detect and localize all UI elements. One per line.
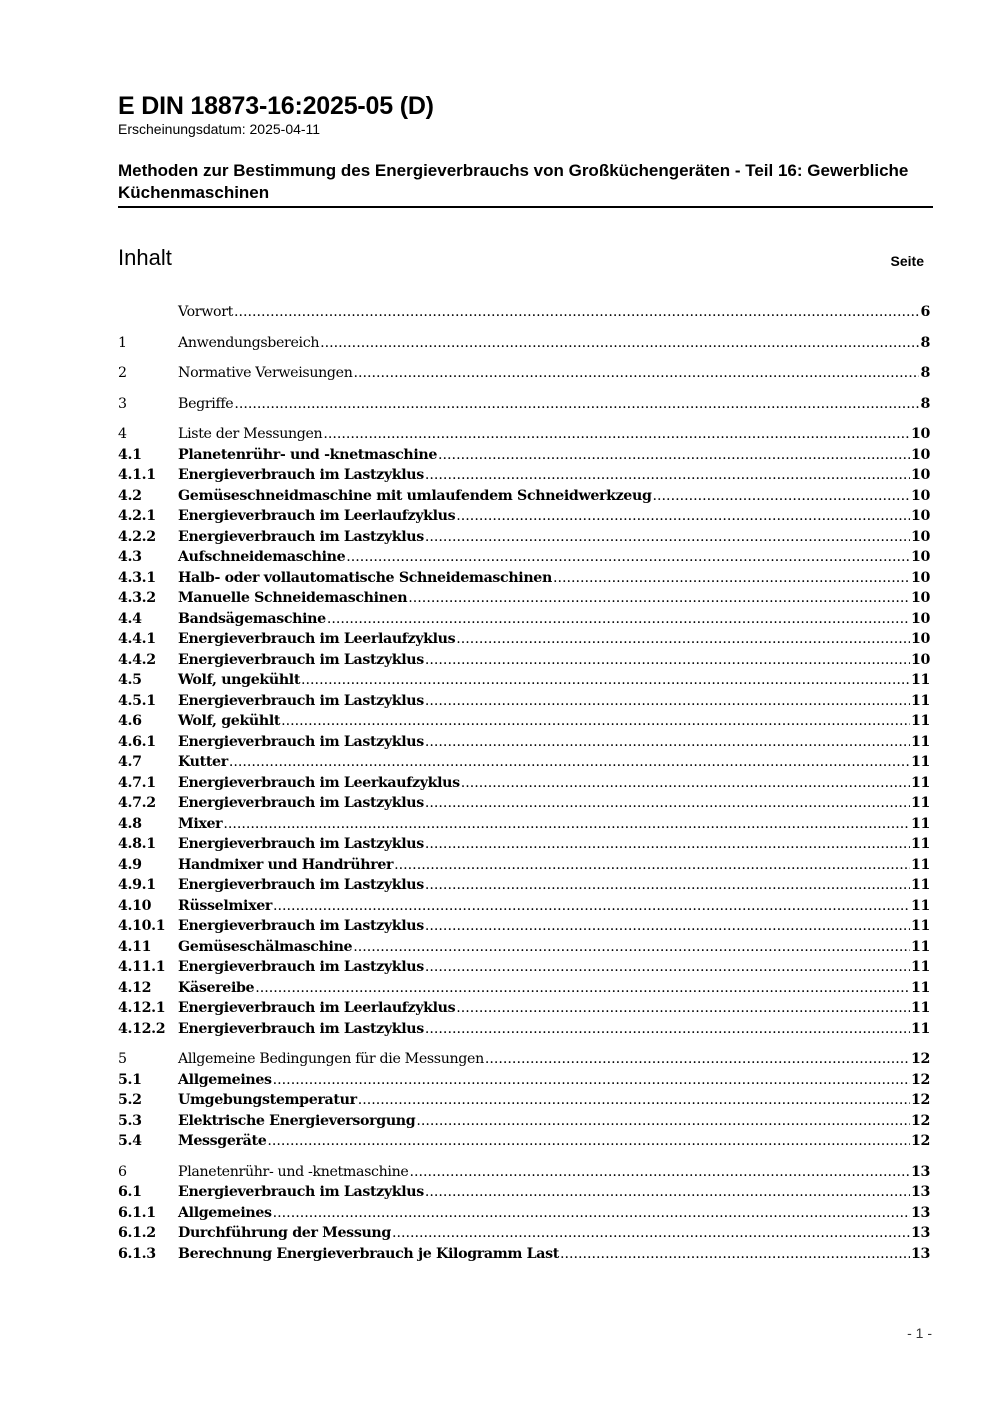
toc-entry-title: Energieverbrauch im Lastzyklus — [178, 692, 424, 709]
toc-dot-leader — [320, 333, 919, 354]
toc-entry-page: 12 — [910, 1112, 930, 1129]
toc-entry-title: Vorwort — [178, 304, 233, 320]
toc-entry[interactable] — [118, 394, 930, 415]
toc-entry-page: 13 — [910, 1163, 930, 1180]
toc-entry-title: Energieverbrauch im Lastzyklus — [178, 733, 424, 750]
toc-entry-page: 10 — [910, 651, 930, 668]
toc-entry[interactable] — [118, 302, 930, 323]
toc-entry-page: 10 — [910, 610, 930, 627]
toc-entry-title: Bandsägemaschine — [178, 610, 326, 627]
toc-entry-number: 4.6 — [118, 713, 142, 729]
toc-entry-number: 4.3 — [118, 549, 142, 565]
toc-entry[interactable] — [118, 1049, 930, 1070]
toc-entry[interactable] — [118, 465, 930, 486]
toc-entry[interactable] — [118, 568, 930, 589]
toc-entry-page: 10 — [910, 487, 930, 504]
toc-entry-page: 12 — [910, 1051, 930, 1067]
toc-entry-title: Allgemeines — [178, 1204, 272, 1221]
toc-dot-leader — [425, 834, 910, 855]
toc-entry-page: 13 — [910, 1204, 930, 1221]
toc-entry-page: 12 — [910, 1133, 930, 1149]
toc-dot-leader — [425, 1019, 910, 1040]
toc-entry-number: 3 — [118, 395, 127, 412]
toc-dot-leader — [425, 465, 910, 486]
toc-entry[interactable] — [118, 1019, 930, 1040]
toc-entry-number: 4.4.2 — [118, 651, 156, 668]
toc-entry-title: Energieverbrauch im Lastzyklus — [178, 959, 424, 975]
toc-dot-leader — [456, 629, 910, 650]
toc-entry-number: 5.3 — [118, 1112, 142, 1129]
toc-entry-title: Käsereibe — [178, 979, 255, 996]
toc-dot-leader — [425, 875, 910, 896]
toc-entry-title: Energieverbrauch im Lastzyklus — [178, 836, 424, 852]
toc-entry-page: 8 — [920, 334, 930, 351]
toc-entry-number: 4.9.1 — [118, 877, 156, 893]
toc-entry-number: 4.2.2 — [118, 528, 156, 545]
document-subtitle: Methoden zur Bestimmung des Energieverbrauchs von Großküchengeräten - Teil 16: Gewerbliche Küchenmaschinen — [118, 160, 933, 208]
toc-entry-title: Normative Verweisungen — [178, 365, 353, 381]
toc-dot-leader — [461, 773, 910, 794]
toc-entry-title: Energieverbrauch im Lastzyklus — [178, 467, 424, 483]
toc-entry-page: 11 — [910, 713, 930, 729]
toc-entry[interactable] — [118, 1182, 930, 1203]
toc-dot-leader — [358, 1090, 910, 1111]
toc-entry-title: Elektrische Energieversorgung — [178, 1112, 416, 1129]
toc-entry-page: 10 — [910, 446, 930, 463]
toc-entry[interactable] — [118, 1203, 930, 1224]
toc-entry[interactable] — [118, 978, 930, 999]
toc-entry[interactable] — [118, 937, 930, 958]
toc-entry-page: 13 — [910, 1245, 930, 1262]
toc-entry-title: Messgeräte — [178, 1133, 267, 1149]
toc-entry[interactable] — [118, 547, 930, 568]
toc-entry-number: 4.12.1 — [118, 1000, 166, 1016]
toc-entry-page: 10 — [910, 590, 930, 606]
toc-entry-title: Rüsselmixer — [178, 897, 273, 914]
toc-entry[interactable] — [118, 1070, 930, 1091]
toc-entry-number: 5 — [118, 1051, 127, 1067]
toc-entry-page: 11 — [910, 938, 930, 955]
toc-entry-title: Energieverbrauch im Lastzyklus — [178, 877, 424, 893]
toc-entry-page: 8 — [920, 365, 930, 381]
toc-entry-page: 11 — [910, 856, 930, 873]
toc-entry-title: Energieverbrauch im Lastzyklus — [178, 918, 424, 934]
toc-entry-page: 11 — [910, 918, 930, 934]
toc-dot-leader — [425, 650, 910, 671]
toc-entry-page: 11 — [910, 959, 930, 975]
toc-dot-leader — [281, 711, 910, 732]
toc-entry-number: 4.2.1 — [118, 508, 156, 524]
toc-entry-title: Aufschneidemaschine — [178, 549, 346, 565]
toc-entry[interactable] — [118, 834, 930, 855]
toc-entry-page: 11 — [910, 692, 930, 709]
toc-entry[interactable] — [118, 732, 930, 753]
toc-entry[interactable] — [118, 1223, 930, 1244]
toc-dot-leader — [416, 1111, 910, 1132]
toc-dot-leader — [353, 937, 910, 958]
toc-entry-number: 2 — [118, 365, 127, 381]
toc-entry-title: Energieverbrauch im Leerlaufzyklus — [178, 508, 456, 524]
toc-entry-title: Berechnung Energieverbrauch je Kilogramm Last — [178, 1245, 559, 1262]
toc-entry-page: 11 — [910, 754, 930, 770]
toc-entry[interactable] — [118, 752, 930, 773]
toc-entry-page: 11 — [910, 774, 930, 791]
toc-entry[interactable] — [118, 855, 930, 876]
toc-dot-leader — [425, 691, 910, 712]
toc-entry-title: Energieverbrauch im Leerkaufzyklus — [178, 774, 460, 791]
toc-entry-number: 4.10 — [118, 897, 152, 914]
toc-entry-number: 5.2 — [118, 1092, 142, 1108]
toc-entry-page: 11 — [910, 979, 930, 996]
toc-entry[interactable] — [118, 363, 930, 384]
toc-dot-leader — [323, 424, 910, 445]
toc-entry-number: 4.10.1 — [118, 918, 166, 934]
toc-entry[interactable] — [118, 1244, 930, 1265]
toc-entry-number: 4.8.1 — [118, 836, 156, 852]
toc-entry-title: Wolf, ungekühlt — [178, 672, 301, 688]
toc-entry-page: 11 — [910, 836, 930, 852]
toc-entry-page: 11 — [910, 795, 930, 811]
toc-entry-title: Gemüseschälmaschine — [178, 938, 353, 955]
toc-entry-title: Planetenrühr- und -knetmaschine — [178, 1163, 409, 1180]
toc-entry-number: 4.12 — [118, 979, 152, 996]
toc-entry[interactable] — [118, 691, 930, 712]
toc-entry-title: Mixer — [178, 815, 223, 832]
toc-page-column-label: Seite — [890, 253, 924, 269]
toc-entry-title: Kutter — [178, 754, 228, 770]
toc-dot-leader — [553, 568, 910, 589]
toc-entry[interactable] — [118, 527, 930, 548]
toc-entry[interactable] — [118, 486, 930, 507]
toc-entry-title: Begriffe — [178, 395, 234, 412]
toc-dot-leader — [273, 1203, 910, 1224]
toc-entry-page: 12 — [910, 1071, 930, 1088]
toc-dot-leader — [267, 1131, 910, 1152]
toc-dot-leader — [346, 547, 910, 568]
toc-dot-leader — [409, 1162, 910, 1183]
toc-entry-number: 6 — [118, 1163, 127, 1180]
toc-entry-title: Anwendungsbereich — [178, 334, 320, 351]
toc-entry[interactable] — [118, 1111, 930, 1132]
toc-entry-title: Allgemeines — [178, 1071, 272, 1088]
toc-entry-page: 13 — [910, 1225, 930, 1241]
toc-dot-leader — [485, 1049, 910, 1070]
toc-entry[interactable] — [118, 609, 930, 630]
toc-entry-number: 4.3.1 — [118, 569, 156, 586]
toc-entry-number: 4.11.1 — [118, 959, 166, 975]
document-title: E DIN 18873-16:2025-05 (D) — [118, 92, 434, 120]
toc-entry-title: Energieverbrauch im Lastzyklus — [178, 528, 424, 545]
toc-entry[interactable] — [118, 1131, 930, 1152]
toc-entry-number: 5.4 — [118, 1133, 142, 1149]
toc-entry[interactable] — [118, 333, 930, 354]
toc-entry-title: Energieverbrauch im Lastzyklus — [178, 795, 424, 811]
toc-entry-page: 12 — [910, 1092, 930, 1108]
toc-entry-number: 4.9 — [118, 856, 142, 873]
toc-entry-number: 4.7 — [118, 754, 142, 770]
toc-entry-page: 10 — [910, 569, 930, 586]
toc-entry-number: 5.1 — [118, 1071, 142, 1088]
toc-entry-number: 6.1.1 — [118, 1204, 156, 1221]
toc-entry-page: 11 — [910, 877, 930, 893]
toc-entry-number: 4.7.2 — [118, 795, 156, 811]
toc-entry[interactable] — [118, 670, 930, 691]
toc-entry-title: Durchführung der Messung — [178, 1225, 391, 1241]
toc-entry-page: 11 — [910, 672, 930, 688]
toc-entry-number: 4.5 — [118, 672, 142, 688]
toc-dot-leader — [408, 588, 910, 609]
toc-dot-leader — [229, 752, 910, 773]
toc-dot-leader — [273, 896, 910, 917]
toc-entry-number: 4 — [118, 426, 127, 442]
toc-entry-page: 10 — [910, 426, 930, 442]
toc-entry[interactable] — [118, 711, 930, 732]
toc-entry-number: 4.4 — [118, 610, 142, 627]
toc-entry-page: 11 — [910, 815, 930, 832]
toc-entry-page: 11 — [910, 897, 930, 914]
toc-dot-leader — [653, 486, 910, 507]
toc-entry-page: 10 — [910, 467, 930, 483]
toc-dot-leader — [456, 506, 910, 527]
toc-entry-page: 10 — [910, 631, 930, 647]
toc-entry-number: 4.6.1 — [118, 733, 156, 750]
toc-dot-leader — [353, 363, 919, 384]
toc-entry-page: 8 — [920, 395, 930, 412]
toc-entry-page: 13 — [910, 1184, 930, 1200]
table-of-contents — [118, 302, 930, 1264]
toc-dot-leader — [456, 998, 910, 1019]
toc-entry-title: Wolf, gekühlt — [178, 713, 281, 729]
toc-entry[interactable] — [118, 814, 930, 835]
toc-entry-number: 4.3.2 — [118, 590, 156, 606]
toc-entry-title: Handmixer und Handrührer — [178, 856, 394, 873]
toc-dot-leader — [392, 1223, 910, 1244]
toc-dot-leader — [223, 814, 910, 835]
toc-entry-title: Energieverbrauch im Leerlaufzyklus — [178, 1000, 456, 1016]
toc-dot-leader — [327, 609, 910, 630]
toc-entry[interactable] — [118, 896, 930, 917]
toc-heading: Inhalt — [118, 245, 172, 270]
toc-entry[interactable] — [118, 916, 930, 937]
toc-dot-leader — [234, 302, 919, 323]
toc-entry-number: 6.1.3 — [118, 1245, 156, 1262]
toc-entry-title: Energieverbrauch im Lastzyklus — [178, 1020, 424, 1037]
toc-entry-number: 4.4.1 — [118, 631, 156, 647]
toc-entry-title: Energieverbrauch im Lastzyklus — [178, 651, 424, 668]
toc-dot-leader — [425, 793, 910, 814]
toc-entry[interactable] — [118, 629, 930, 650]
toc-entry-page: 10 — [910, 508, 930, 524]
toc-entry-title: Planetenrühr- und -knetmaschine — [178, 446, 438, 463]
toc-entry-number: 4.1.1 — [118, 467, 156, 483]
toc-dot-leader — [234, 394, 919, 415]
toc-entry-number: 4.8 — [118, 815, 142, 832]
toc-entry-number: 4.11 — [118, 938, 152, 955]
toc-entry[interactable] — [118, 588, 930, 609]
toc-entry-number: 4.5.1 — [118, 692, 156, 709]
toc-entry-title: Manuelle Schneidemaschinen — [178, 590, 408, 606]
toc-entry-page: 11 — [910, 1000, 930, 1016]
toc-entry-page: 11 — [910, 1020, 930, 1037]
toc-entry-title: Energieverbrauch im Leerlaufzyklus — [178, 631, 456, 647]
toc-entry[interactable] — [118, 773, 930, 794]
toc-entry-number: 4.1 — [118, 446, 142, 463]
toc-entry-title: Halb- oder vollautomatische Schneidemaschinen — [178, 569, 552, 586]
toc-dot-leader — [560, 1244, 910, 1265]
toc-dot-leader — [425, 527, 910, 548]
toc-entry[interactable] — [118, 875, 930, 896]
toc-entry[interactable] — [118, 506, 930, 527]
toc-dot-leader — [425, 732, 910, 753]
publication-date: Erscheinungsdatum: 2025-04-11 — [118, 121, 321, 137]
toc-entry-title: Umgebungstemperatur — [178, 1092, 357, 1108]
toc-entry-page: 6 — [920, 304, 930, 320]
toc-entry[interactable] — [118, 793, 930, 814]
toc-dot-leader — [301, 670, 910, 691]
toc-entry-title: Allgemeine Bedingungen für die Messungen — [178, 1051, 484, 1067]
toc-entry-number: 6.1.2 — [118, 1225, 156, 1241]
toc-entry-number: 1 — [118, 334, 127, 351]
toc-dot-leader — [425, 1182, 910, 1203]
toc-entry-page: 11 — [910, 733, 930, 750]
toc-dot-leader — [273, 1070, 910, 1091]
toc-entry[interactable] — [118, 650, 930, 671]
toc-entry-number: 6.1 — [118, 1184, 142, 1200]
toc-entry[interactable] — [118, 957, 930, 978]
toc-entry[interactable] — [118, 445, 930, 466]
toc-dot-leader — [425, 916, 910, 937]
toc-dot-leader — [394, 855, 910, 876]
toc-entry[interactable] — [118, 1162, 930, 1183]
toc-entry-number: 4.12.2 — [118, 1020, 166, 1037]
toc-entry[interactable] — [118, 424, 930, 445]
toc-entry-number: 4.7.1 — [118, 774, 156, 791]
toc-entry-number: 4.2 — [118, 487, 142, 504]
toc-dot-leader — [255, 978, 910, 999]
toc-dot-leader — [425, 957, 910, 978]
toc-entry[interactable] — [118, 998, 930, 1019]
toc-entry-page: 10 — [910, 549, 930, 565]
toc-entry-title: Energieverbrauch im Lastzyklus — [178, 1184, 424, 1200]
toc-entry-title: Gemüseschneidmaschine mit umlaufendem Schneidwerkzeug — [178, 487, 652, 504]
footer-page-number: - 1 - — [907, 1325, 932, 1341]
toc-dot-leader — [438, 445, 910, 466]
toc-entry-page: 10 — [910, 528, 930, 545]
toc-entry-title: Liste der Messungen — [178, 426, 323, 442]
toc-entry[interactable] — [118, 1090, 930, 1111]
